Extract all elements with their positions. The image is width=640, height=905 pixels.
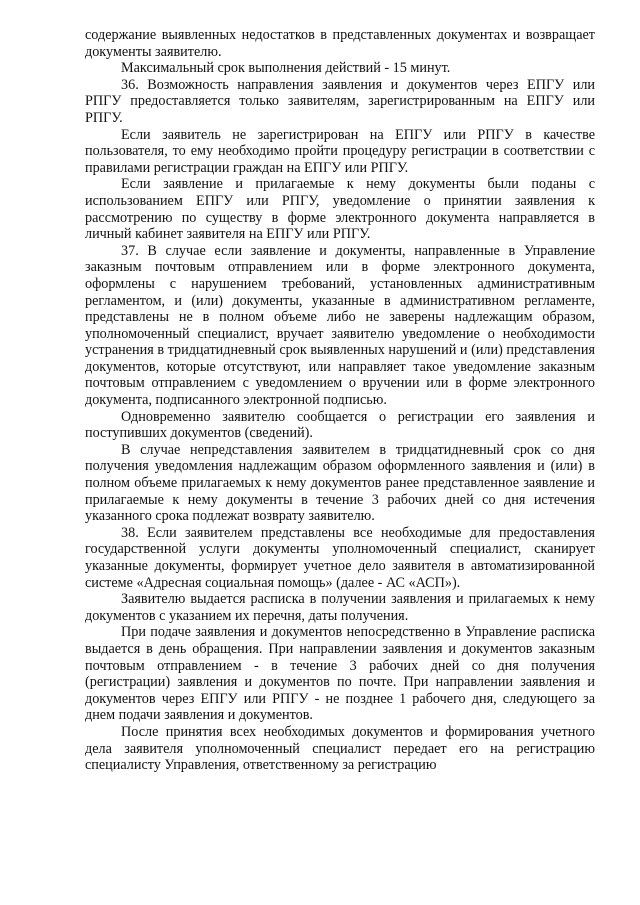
paragraph-non-submission: В случае непредставления заявителем в тридцатидневный срок со дня получения уведомления надлежащим образом оформленного заявления и (или) в полном объеме прилагаемых к нему документов ранее представленное заявление и прилагаемые к нему документы в течение 3 рабочих дней со дня истечения указанного срока подлежат возврату заявителю. bbox=[85, 441, 595, 525]
paragraph-36: 36. Возможность направления заявления и документов через ЕПГУ или РПГУ предоставляется только заявителям, зарегистрированным на ЕПГУ или РПГУ. bbox=[85, 76, 595, 126]
paragraph-continuation: содержание выявленных недостатков в представленных документах и возвращает документы заявителю. bbox=[85, 27, 595, 60]
paragraph-38: 38. Если заявителем представлены все необходимые для предоставления государственной услуги документы уполномоченный специалист, сканирует указанные документы, формирует учетное дело заявителя в автоматизированной системе «Адресная социальная помощь» (далее - АС «АСП»). bbox=[85, 524, 595, 591]
paragraph-receipt-timing: При подаче заявления и документов непосредственно в Управление расписка выдается в день обращения. При направлении заявления и документов заказным почтовым отправлением - в течение 3 рабочих дней со дня получения (регистрации) заявления и документов по почте. При направлении заявления и документов через ЕПГУ или РПГУ - не позднее 1 рабочего дня, следующего за днем подачи заявления и документов. bbox=[85, 624, 595, 724]
paragraph-notification: Если заявление и прилагаемые к нему документы были поданы с использованием ЕПГУ или РПГУ, уведомление о принятии заявления к рассмотрению по существу в форме электронного документа направляется в личный кабинет заявителя на ЕПГУ или РПГУ. bbox=[85, 176, 595, 243]
paragraph-max-time: Максимальный срок выполнения действий - 15 минут. bbox=[121, 60, 451, 77]
paragraph-after-acceptance: После принятия всех необходимых документов и формирования учетного дела заявителя уполномоченный специалист передает его на регистрацию специалисту Управления, ответственному за регистрацию bbox=[85, 723, 595, 774]
paragraph-registration: Если заявитель не зарегистрирован на ЕПГУ или РПГУ в качестве пользователя, то ему необходимо пройти процедуру регистрации в соответствии с правилами регистрации граждан на ЕПГУ или РПГУ. bbox=[85, 126, 595, 176]
paragraph-simultaneous: Одновременно заявителю сообщается о регистрации его заявления и поступивших документов (сведений). bbox=[85, 408, 595, 442]
paragraph-37: 37. В случае если заявление и документы, направленные в Управление заказным почтовым отправлением или в форме электронного документа, оформлены с нарушением требований, установленных административным регламентом, и (или) документы, указанные в административном регламенте, представлены не в полном объеме либо не заверены надлежащим образом, уполномоченный специалист, вручает заявителю уведомление о необходимости устранения в тридцатидневный срок выявленных нарушений и (или) представления документов, которые отсутствуют, или направляет такое уведомление заказным почтовым отправлением с уведомлением о вручении или в форме электронного документа, подписанного электронной подписью. bbox=[85, 242, 595, 409]
paragraph-receipt: Заявителю выдается расписка в получении заявления и прилагаемых к нему документов с указанием их перечня, даты получения. bbox=[85, 591, 595, 624]
document-page bbox=[85, 27, 595, 774]
